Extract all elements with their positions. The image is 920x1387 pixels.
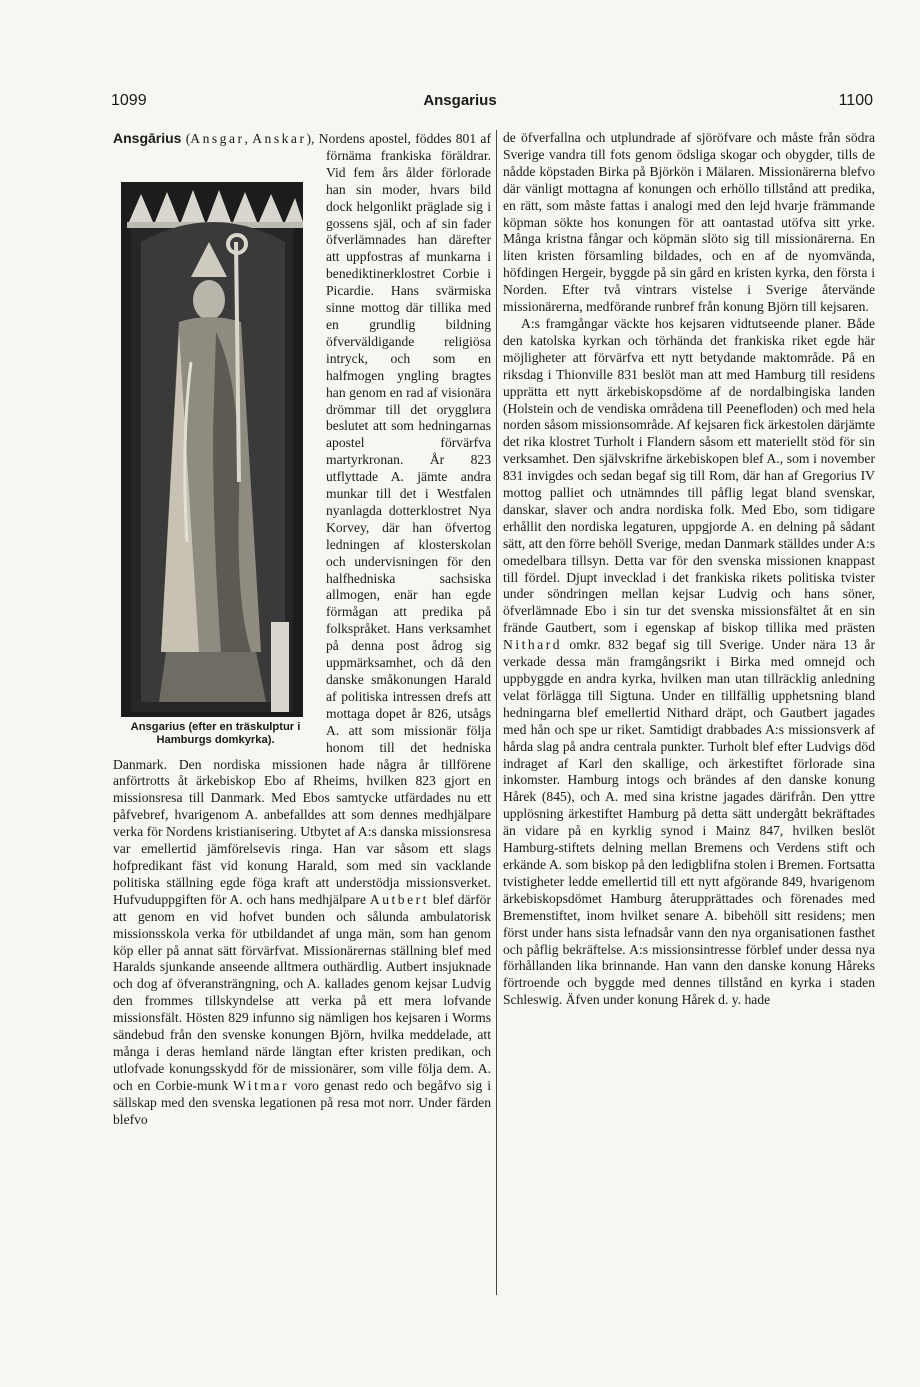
page-number-left: 1099 [111, 92, 147, 109]
page-header [0, 92, 920, 116]
page-number-right: 1100 [838, 92, 873, 109]
article-text-part-2: blef därför att genom en vid hofvet bunden och sålunda ambulatorisk missionsskola verka för utbildandet af unga män, som han genom köp eller på annat sätt förvärfvat. Missionärernas ställning blef med Haralds sjunkande anseende alltmera outhärdlig. Autbert insjuknade och dog af öfveransträngning, och A. kallades genom kejsar Ludvig den frommes tillskyndelse att verka på ett mera lofvande missionsfält. Hösten 829 infunno sig nämligen hos kejsaren i Worms sändebud från den svenske konungen Björn, hvilka meddelade, att många i deras hemland närde längtan efter kristen predikan, och utlofvade konungsskydd för de missionärer, som ville följa dem. A. och en Corbie-munk [113, 891, 491, 1093]
article-text-part-5: omkr. 832 begaf sig till Sverige. Under nära 13 år verkade dessa män framgångsrikt i Birka med omnejd och uppbyggde en andra kyrka, hvilken man utan tillräcklig anledning velat förlägga till Sigtuna. Under en tillfällig upphetsning bland hedningarna blef emellertid Nithard dräpt, och Gautbert jagades med hån och spe ur riket. Samtidigt drabbades A:s missionsverk af hårda slag på andra centrala punkter. Turholt blef efter Ludvigs död indraget af Karl den skallige, och ärkestiftet förlorade sina inkomster. Hamburg intogs och brändes af den danske konung Hårek (845), och A. med sina kristne jagades därifrån. Den yttre upplösning ärkestiftet Hamburg på detta sätt undergått bekräftades än vidare på en kyrklig synod i Mainz 847, hvilken beslöt Hamburg-stiftets delning mellan Bremens och Verdens stift och erkände A. som biskop på den ledigblifna stolen i Bremen. Fortsatta tvistigheter ledde emellertid till ett nytt afgörande 849, hvarigenom ärkebiskopsdömet Hamburg återupprättades och förenades med Bremenstiftet, inom hvilket senare A. bibehöll sitt residens; men först under hans sista lefnadsår vann den nya organisationen fasthet och påflig bekräftelse. A:s missionsintresse förblef under dessa nya förhållanden lika brinnande. Han vann den danske konung Håreks förtroende och byggde med dennes tillstånd en kyrka i staden Schleswig. Äfven under konung Hårek d. y. hade [503, 637, 875, 1008]
figure-ansgarius [113, 182, 318, 746]
name-variant-ansgar: Ansgar [190, 131, 245, 146]
column-divider [496, 130, 497, 1295]
name-witmar: Witmar [233, 1077, 289, 1093]
article-paragraph: Ansgārius (Ansgar, Anskar), Ansgarius (efter en träskulptur i Hamburgs domkyrka). Nordens apostel, föddes 801 af förnäma frankiska föräldrar. Vid fem års ålder förlorade han sin moder, hvars bild dock helgonlikt präglade sig i gossens själ, och af sin fader öfverlämnades han därefter att uppfostras af munkarna i benediktinerklostret Corbie i Picardie. Hans svärmiska sinne mottog där tillika med en grundlig bildning öfverväldigande religiösa intryck, och som en halfmogen yngling bragtes han genom en rad af visionära drömmar till det orygglига beslutet att som hedningarnas apostel förvärfva martyrkronan. År 823 utflyttade A. jämte andra munkar till det i Westfalen nyanlagda dotterklostret Nya Korvey, där han öfvertog ledningen af klosterskolan och undervisningen för den halfhedniska sachsiska allmogen, enär han egde förmågan att predika på folkspråket. Hans verksamhet på denna post ådrog sig uppmärksamhet, och då den danske småkonungen Harald af politiska intressen drefs att mottaga dopet år 826, utsågs A. att som missionär följa honom till det hedniska Danmark. Den nordiska missionen hade några år tillförene anförtrotts åt ärkebiskop Ebo af Rheims, hvilken 823 gjort en missionsresa till Danmark. Med Ebos samtycke utfärdades nu ett påfvebref, hvarigenom A. anbefalldes att som dennes medhjälpare verka för Nordens kristianisering. Utbytet af A:s danska missionsresa var emellertid jämförelsevis ringa. Han var såsom ett slags hofpredikant fäst vid konung Harald, som med sin vacklande politiska ställning egde föga kraft att understödja missionsverket. Hufvuduppgiften för A. och hans medhjälpare Autbert blef därför att genom en vid hofvet bunden och sålunda ambulatorisk missionsskola verka för utbildandet af unga män, som han genom köp eller på annat sätt förvärfvat. Missionärernas ställning blef med Haralds sjunkande anseende alltmera outhärdlig. Autbert insjuknade och dog af öfveransträngning, och A. kallades genom kejsar Ludvig den frommes tillskyndelse att verka på ett mera lofvande missionsfält. Hösten 829 infunno sig nämligen hos kejsaren i Worms sändebud från den svenske konungen Björn, hvilka meddelade, att många i deras hemland närde längtan efter kristen predikan, och utlofvade konungsskydd för de missionärer, som ville följa dem. A. och en Corbie-munk Witmar voro genast redo och begåfvo sig i sällskap med den svenska legationen på resa mot norr. Under färden blefvo [113, 130, 491, 1127]
name-nithard: Nithard [503, 637, 563, 653]
right-column [503, 130, 875, 1300]
article-text-part-3: voro genast redo och begåfvo sig i sällskap med den svenska legationen på resa mot norr. Under färden blefvo [113, 1077, 491, 1127]
name-autbert: Autbert [369, 891, 429, 907]
article-text-part-1: Nordens apostel, föddes 801 af förnäma frankiska föräldrar. Vid fem års ålder förlorade han sin moder, hvars bild dock helgonlikt präglade sig i gossens själ, och af sin fader öfverlämnades han därefter att uppfostras af munkarna i benediktinerklostret Corbie i Picardie. Hans svärmiska sinne mottog där tillika med en grundlig bildning öfverväldigande religiösa intryck, och som en halfmogen yngling bragtes han genom en rad af visionära drömmar till det orygglига beslutet att som hedningarnas apostel förvärfva martyrkronan. År 823 utflyttade A. jämte andra munkar till det i Westfalen nyanlagda dotterklostret Nya Korvey, där han öfvertog ledningen af klosterskolan och undervisningen för den halfhedniska sachsiska allmogen, enär han egde förmågan att predika på folkspråket. Hans verksamhet på denna post ådrog sig uppmärksamhet, och då den danske småkonungen Harald af politiska intressen drefs att mottaga dopet år 826, utsågs A. att som missionär följa honom till det hedniska Danmark. Den nordiska missionen hade några år tillförene anförtrotts åt ärkebiskop Ebo af Rheims, hvilken 823 gjort en missionsresa till Danmark. Med Ebos samtycke utfärdades nu ett påfvebref, hvarigenom A. anbefalldes att som dennes medhjälpare verka för Nordens kristianisering. Utbytet af A:s danska missionsresa var emellertid jämförelsevis ringa. Han var såsom ett slags hofpredikant fäst vid konung Harald, som med sin vacklande politiska ställning egde föga kraft att understödja missionsverket. Hufvuduppgiften för A. och hans medhjälpare [113, 131, 491, 907]
sculpture-image [121, 182, 303, 717]
running-title: Ansgarius [423, 92, 497, 109]
figure-caption: Ansgarius (efter en träskulptur i Hamburgs domkyrka). [130, 720, 301, 746]
article-lemma: Ansgārius [113, 130, 182, 146]
article-paragraph-2 [503, 316, 875, 1009]
article-paragraph-continued: de öfverfallna och utplundrade af sjöröfvare och måste från södra Sverige vandra till fots genom ödsliga skogar och obygder, tills de nådde köpstaden Birka på Björkön i Mälaren. Missionärerna blefvo där vänligt mottagna af konungen och erhöllo tillstånd att predika, en rätt, som måste fattas i analogi med den lejd hvarje främmande köpman sökte hos konungen för att oantastad utöfva sitt yrke. Många kristna fångar och köpmän slöto sig till missionärerna. En liten kristen församling bildades, och en af de nyomvända, höfdingen Hergeir, byggde på sin gård en kristen kyrka, den första i Norden. Efter två vintrars vistelse i Sverige återvände missionärerna, medförande runbref från konung Björn till kejsaren. [503, 130, 875, 315]
name-variant-anskar: Anskar [252, 131, 307, 146]
sculpture-drawing [121, 182, 303, 717]
left-column [113, 130, 491, 1300]
article-text-part-4: A:s framgångar väckte hos kejsaren vidtutseende planer. Både den katolska kyrkan och törhända det frankiska riket egde här möjligheter att förvärfva ett nytt betydande maktområde. På en riksdag i Thionville 831 beslöt man att med Hamburg till residens upprätta ett nytt ärkebiskopsdöme af de nordalbingiska landen (Holstein och de vendiska områdena till Peenefloden) och med hela norden såsom missionsområde. Af kejsaren fick ärkestolen därjämte det rika klostret Turholt i Flandern såsom ett materiellt stöd för sin verksamhet. Den självskrifne ärkebiskopen blef A., som i november 831 invigdes och sedan begaf sig till Rom, där han af Gregorius IV mottog palliet och utnämndes till påflig legat bland svenskar, danskar, slaver och andra nordiska folk. Med Ebo, som tidigare erhållit den nordiska legaturen, uppgjorde A. en delning på sådant sätt, att den förre behöll Sverige, medan Danmark ställdes under A:s omedelbara tillsyn. Detta var för den svenska missionen knappast till fördel. Djupt invecklad i det frankiska rikets politiska tvister under söndringen mellan kejsar Ludvig och hans söner, öfverlämnade Ebo i sin tur det svenska missionsfältet åt en sin frände Gautbert, som i egenskap af biskop tillika med prästen [503, 315, 875, 636]
